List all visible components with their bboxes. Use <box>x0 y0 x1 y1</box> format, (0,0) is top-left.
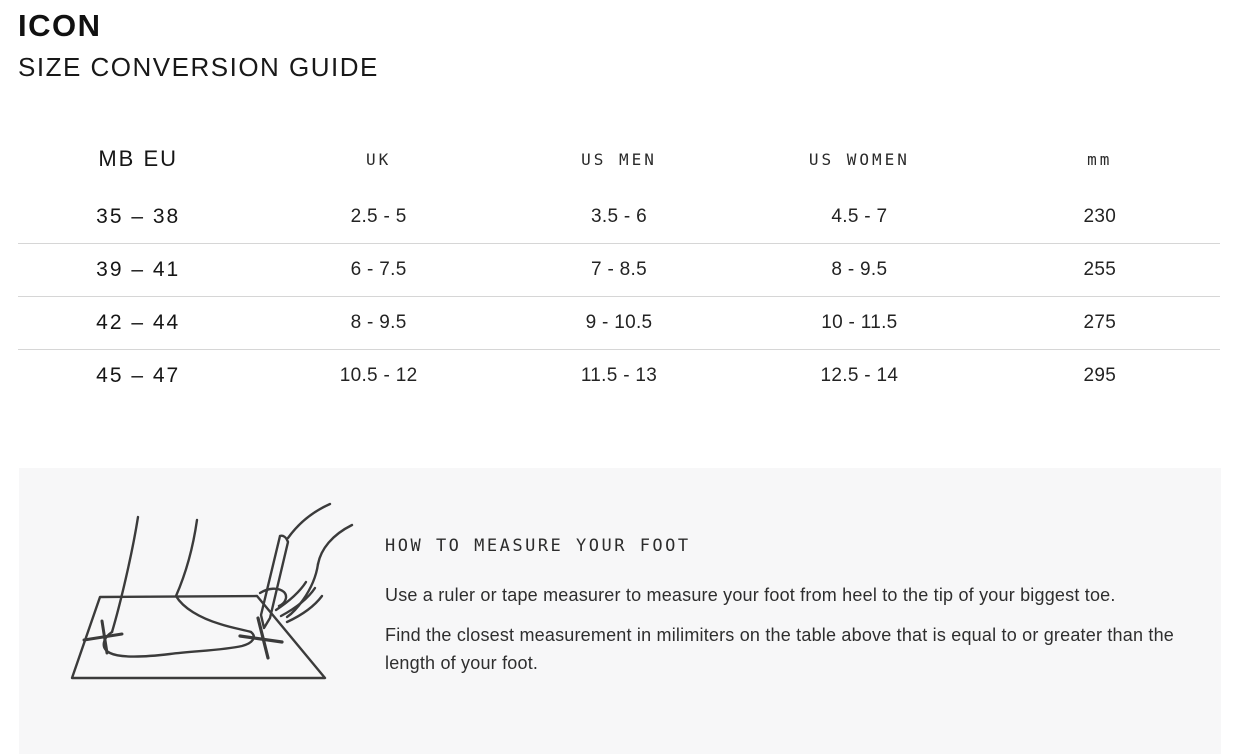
foot-tracing-icon <box>20 460 380 754</box>
table-row <box>18 243 1220 296</box>
table-row <box>18 190 1220 243</box>
cell-uk: 2.5 - 5 <box>350 205 407 227</box>
column-header-mm: mm <box>1087 149 1113 169</box>
column-header-us-men: US MEN <box>581 149 657 169</box>
cell-mb-eu: 42 – 44 <box>96 311 181 334</box>
cell-us-women: 10 - 11.5 <box>821 312 898 333</box>
cell-us-men: 11.5 - 13 <box>580 365 658 386</box>
cell-uk: 8 - 9.5 <box>350 312 407 333</box>
column-header-uk: UK <box>365 149 392 169</box>
cell-mb-eu: 35 – 38 <box>96 204 181 228</box>
cell-mb-eu: 45 – 47 <box>96 364 181 387</box>
measure-heading: HOW TO MEASURE YOUR FOOT <box>385 536 691 556</box>
cell-mm: 275 <box>1083 312 1117 333</box>
measure-paragraph-1: Use a ruler or tape measurer to measure your foot from heel to the tip of your biggest toe. <box>385 585 1116 605</box>
cell-us-women: 12.5 - 14 <box>820 365 899 386</box>
size-conversion-table <box>18 128 1220 402</box>
table-row <box>18 296 1220 349</box>
cell-us-men: 7 - 8.5 <box>591 259 647 280</box>
column-header-us-women: US WOMEN <box>808 149 910 169</box>
cell-mm: 255 <box>1083 259 1117 280</box>
cell-us-men: 3.5 - 6 <box>591 205 647 227</box>
cell-uk: 10.5 - 12 <box>339 365 418 386</box>
cell-us-women: 4.5 - 7 <box>831 205 888 227</box>
cell-us-women: 8 - 9.5 <box>831 259 888 280</box>
cell-mm: 230 <box>1083 205 1117 227</box>
cell-uk: 6 - 7.5 <box>350 259 407 280</box>
table-header-row <box>18 128 1220 190</box>
column-header-mb-eu: MB EU <box>98 146 179 171</box>
cell-mm: 295 <box>1083 365 1117 386</box>
measure-instructions <box>385 536 1185 678</box>
page-title: SIZE CONVERSION GUIDE <box>18 52 379 82</box>
table-row <box>18 349 1220 402</box>
cell-us-men: 9 - 10.5 <box>585 312 653 333</box>
measure-paragraph-2: Find the closest measurement in milimiters on the table above that is equal to or greater than the length of your foot. <box>385 624 1175 673</box>
brand-title: ICON <box>18 8 102 43</box>
cell-mb-eu: 39 – 41 <box>96 258 181 281</box>
